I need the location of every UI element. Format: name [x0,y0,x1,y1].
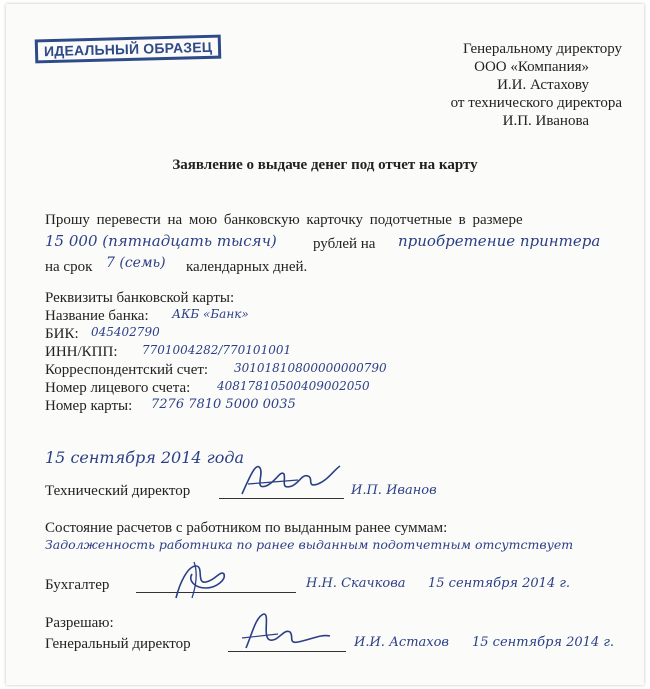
document-title: Заявление о выдаче денег под отчет на карту [172,157,478,173]
request-rub-on: рублей на [313,236,376,252]
sample-stamp: ИДЕАЛЬНЫЙ ОБРАЗЕЦ [35,35,222,64]
inn-value: 7701004282/770101001 [142,343,292,357]
request-line-1: Прошу перевести на мою банковскую карточку подотчетные в размере [45,212,523,228]
corr-label: Корреспондентский счет: [45,362,209,378]
accountant-signature [166,552,246,602]
general-director-name: И.И. Астахов [354,635,449,650]
general-director-signature [238,608,338,654]
cardno-label: Номер карты: [45,398,133,414]
account-value: 40817810500409002050 [217,379,370,393]
tech-director-label: Технический директор [45,483,191,499]
settlement-label: Состояние расчетов с работником по выданным ранее суммам: [45,520,448,536]
settlement-text: Задолженность работника по ранее выданным подотчетным отсутствует [45,537,574,552]
request-term-tail: календарных дней. [186,259,308,275]
account-label: Номер лицевого счета: [45,380,191,396]
corr-value: 30101810800000000790 [234,361,387,375]
addressee-line: И.П. Иванова [502,113,589,129]
request-term: 7 (семь) [106,255,166,271]
accountant-date: 15 сентября 2014 г. [428,576,571,591]
addressee-line: ООО «Компания» [474,59,589,75]
cardno-value: 7276 7810 5000 0035 [151,397,296,412]
accountant-name: Н.Н. Скачкова [306,576,406,591]
bank-value: АКБ «Банк» [172,307,249,321]
application-date: 15 сентября 2014 года [45,448,245,467]
request-amount: 15 000 (пятнадцать тысяч) [45,232,277,250]
approve-heading: Разрешаю: [45,615,114,631]
tech-signature [236,456,346,500]
tech-director-name: И.П. Иванов [351,483,437,498]
card-heading: Реквизиты банковской карты: [45,290,235,306]
bik-value: 045402790 [91,325,160,339]
bank-label: Название банка: [45,308,149,324]
inn-label: ИНН/КПП: [45,344,118,360]
general-director-date: 15 сентября 2014 г. [472,635,615,650]
request-purpose: приобретение принтера [398,232,601,250]
addressee-line: Генеральному директору [462,41,622,57]
accountant-label: Бухгалтер [45,577,110,593]
request-term-label: на срок [45,259,93,275]
bik-label: БИК: [45,326,79,342]
document-page [6,4,644,685]
addressee-line: И.И. Астахову [497,77,589,93]
addressee-line: от технического директора [450,95,622,111]
general-director-label: Генеральный директор [45,636,191,652]
